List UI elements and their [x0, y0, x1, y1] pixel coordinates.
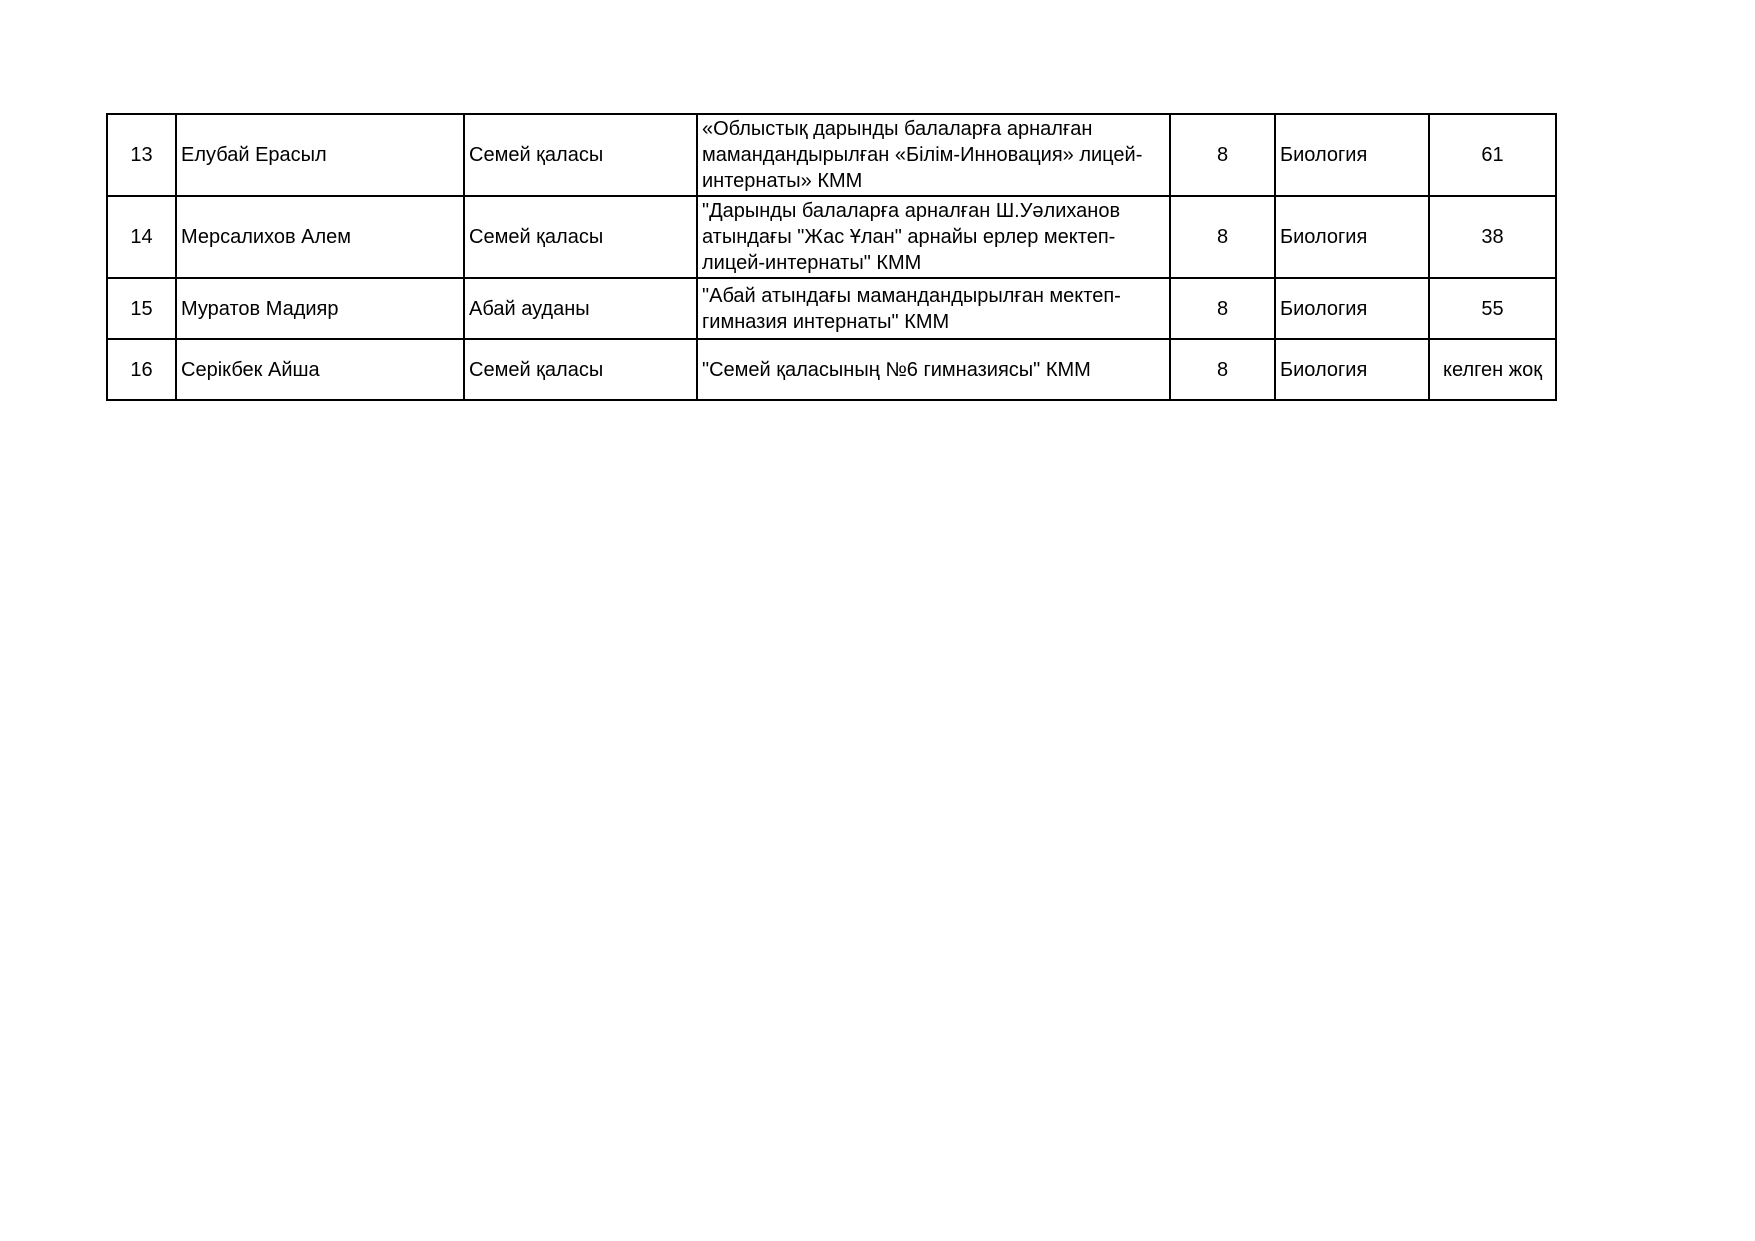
school-name: "Семей қаласының №6 гимназиясы" КММ — [697, 339, 1170, 400]
location: Семей қаласы — [464, 339, 697, 400]
student-name: Елубай Ерасыл — [176, 114, 464, 196]
score: 55 — [1429, 278, 1556, 339]
subject: Биология — [1275, 114, 1429, 196]
student-name: Серікбек Айша — [176, 339, 464, 400]
school-name: "Дарынды балаларға арналған Ш.Уәлиханов атындағы "Жас Ұлан" арнайы ерлер мектеп- лицей-интернаты" КММ — [697, 196, 1170, 278]
student-name: Мерсалихов Алем — [176, 196, 464, 278]
subject: Биология — [1275, 196, 1429, 278]
location: Абай ауданы — [464, 278, 697, 339]
table-row — [107, 278, 1556, 339]
score: 38 — [1429, 196, 1556, 278]
table-row — [107, 114, 1556, 196]
school-name: «Облыстық дарынды балаларға арналған мамандандырылған «Білім-Инновация» лицей- интернаты» КММ — [697, 114, 1170, 196]
grade: 8 — [1170, 196, 1275, 278]
location: Семей қаласы — [464, 196, 697, 278]
score: келген жоқ — [1429, 339, 1556, 400]
subject: Биология — [1275, 339, 1429, 400]
grade: 8 — [1170, 114, 1275, 196]
subject: Биология — [1275, 278, 1429, 339]
location: Семей қаласы — [464, 114, 697, 196]
school-name: "Абай атындағы мамандандырылған мектеп- гимназия интернаты" КММ — [697, 278, 1170, 339]
results-table — [106, 113, 1557, 401]
score: 61 — [1429, 114, 1556, 196]
row-number: 16 — [107, 339, 176, 400]
row-number: 15 — [107, 278, 176, 339]
grade: 8 — [1170, 339, 1275, 400]
row-number: 14 — [107, 196, 176, 278]
student-name: Муратов Мадияр — [176, 278, 464, 339]
row-number: 13 — [107, 114, 176, 196]
grade: 8 — [1170, 278, 1275, 339]
table-row — [107, 339, 1556, 400]
table-row — [107, 196, 1556, 278]
